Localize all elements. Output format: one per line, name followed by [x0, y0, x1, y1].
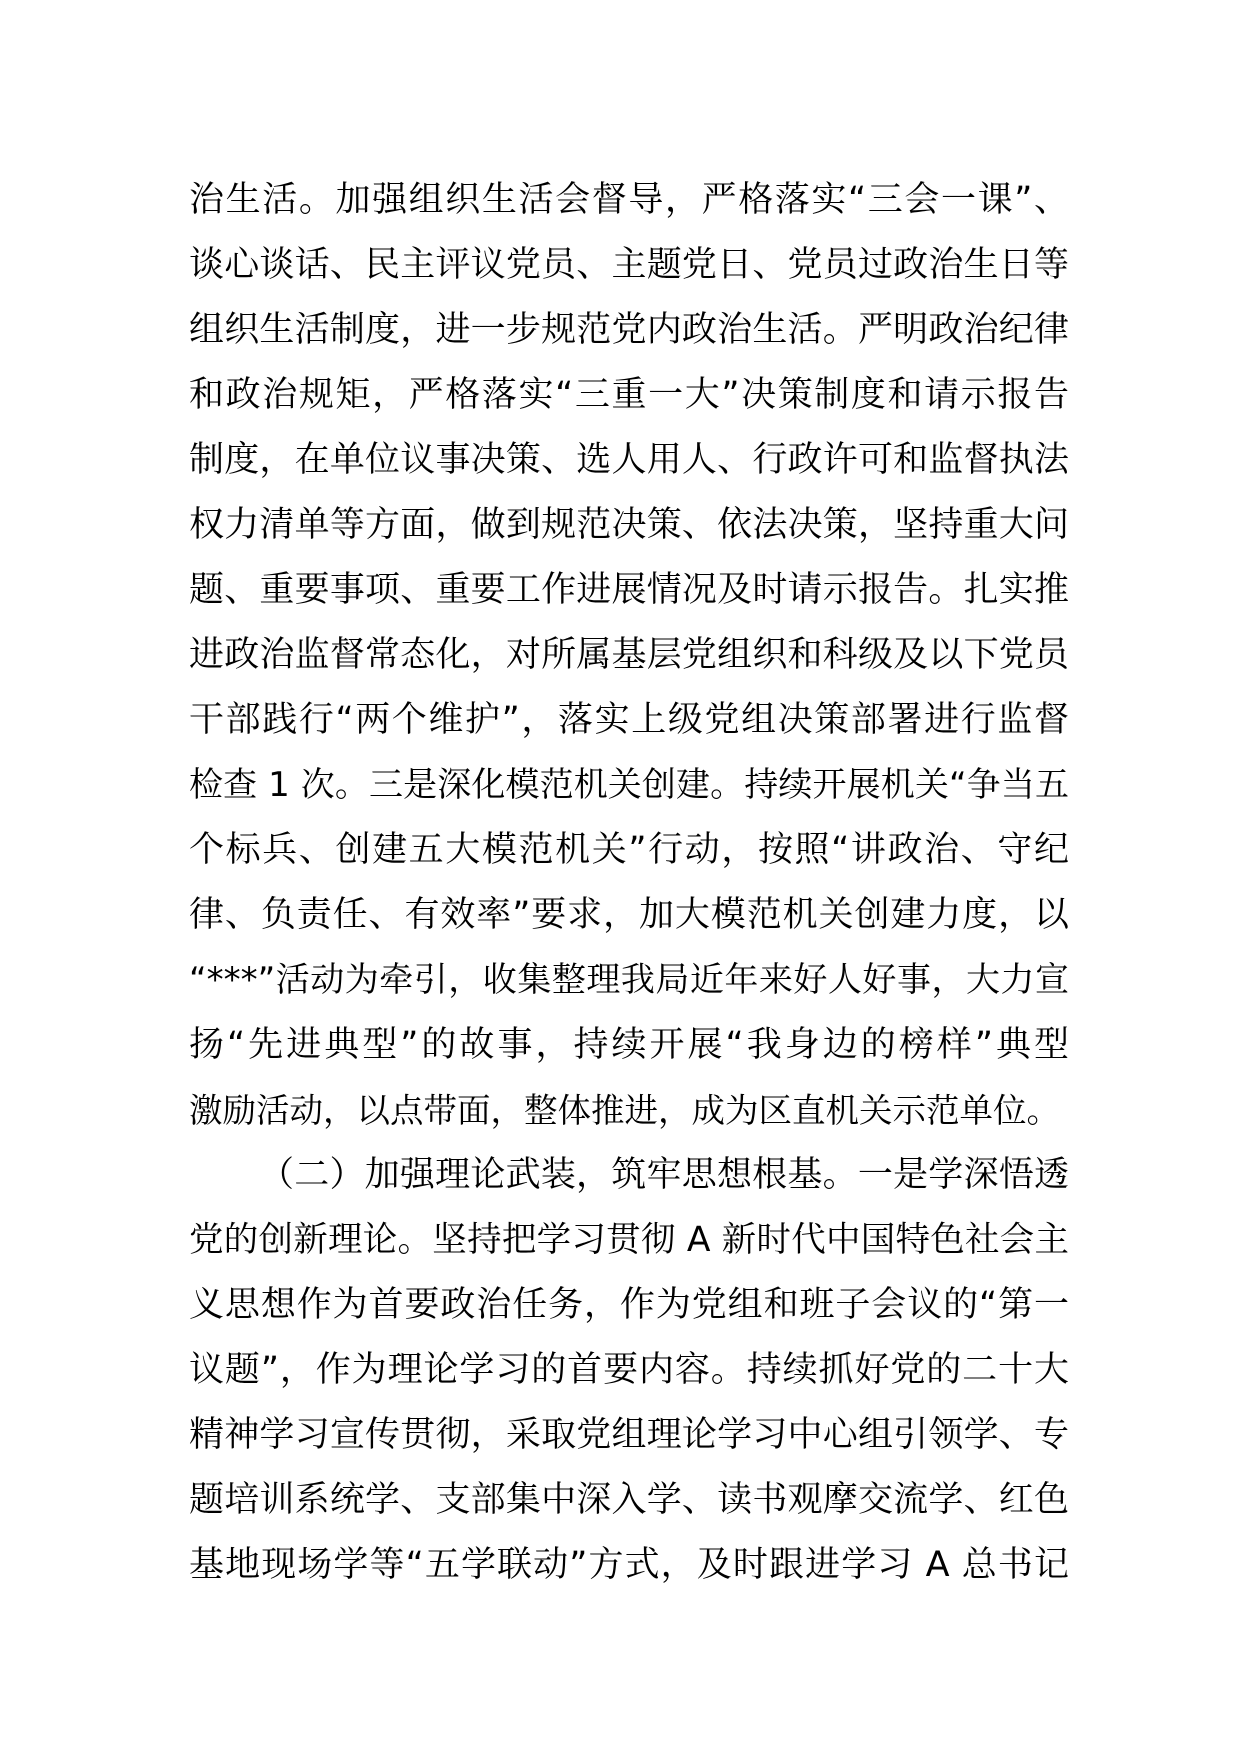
text-line: 律、负责任、有效率”要求，加大模范机关创建力度，以 — [189, 895, 1069, 935]
text-line: 题培训系统学、支部集中深入学、读书观摩交流学、红色 — [189, 1480, 1069, 1520]
text-line: “***”活动为牵引，收集整理我局近年来好人好事，大力宣 — [189, 960, 1069, 1000]
text-line: 议题”，作为理论学习的首要内容。持续抓好党的二十大 — [189, 1350, 1069, 1390]
text-line: 题、重要事项、重要工作进展情况及时请示报告。扎实推 — [189, 570, 1069, 610]
text-line: 精神学习宣传贯彻，采取党组理论学习中心组引领学、专 — [189, 1415, 1069, 1455]
text-line: 和政治规矩，严格落实“三重一大”决策制度和请示报告 — [189, 375, 1069, 415]
text-line: 组织生活制度，进一步规范党内政治生活。严明政治纪律 — [189, 310, 1069, 350]
text-line: 谈心谈话、民主评议党员、主题党日、党员过政治生日等 — [189, 245, 1069, 285]
text-line: 基地现场学等“五学联动”方式，及时跟进学习 A 总书记 — [189, 1545, 1069, 1585]
text-line: 扬“先进典型”的故事，持续开展“我身边的榜样”典型 — [189, 1025, 1069, 1065]
text-line: 激励活动，以点带面，整体推进，成为区直机关示范单位。 — [189, 1091, 1060, 1130]
body-text — [189, 168, 1069, 1598]
text-line: 权力清单等方面，做到规范决策、依法决策，坚持重大问 — [189, 505, 1069, 545]
text-line: 义思想作为首要政治任务，作为党组和班子会议的“第一 — [189, 1285, 1069, 1325]
text-line: 党的创新理论。坚持把学习贯彻 A 新时代中国特色社会主 — [189, 1220, 1069, 1260]
text-line: 制度，在单位议事决策、选人用人、行政许可和监督执法 — [189, 440, 1069, 480]
text-line: 个标兵、创建五大模范机关”行动，按照“讲政治、守纪 — [189, 830, 1069, 870]
text-line: 进政治监督常态化，对所属基层党组织和科级及以下党员 — [189, 635, 1069, 675]
section-heading-line: （二）加强理论武装，筑牢思想根基。一是学深悟透 — [259, 1155, 1069, 1195]
text-line: 治生活。加强组织生活会督导，严格落实“三会一课”、 — [189, 180, 1069, 220]
text-line: 干部践行“两个维护”，落实上级党组决策部署进行监督 — [189, 700, 1069, 740]
text-line: 检查 1 次。三是深化模范机关创建。持续开展机关“争当五 — [189, 765, 1069, 805]
